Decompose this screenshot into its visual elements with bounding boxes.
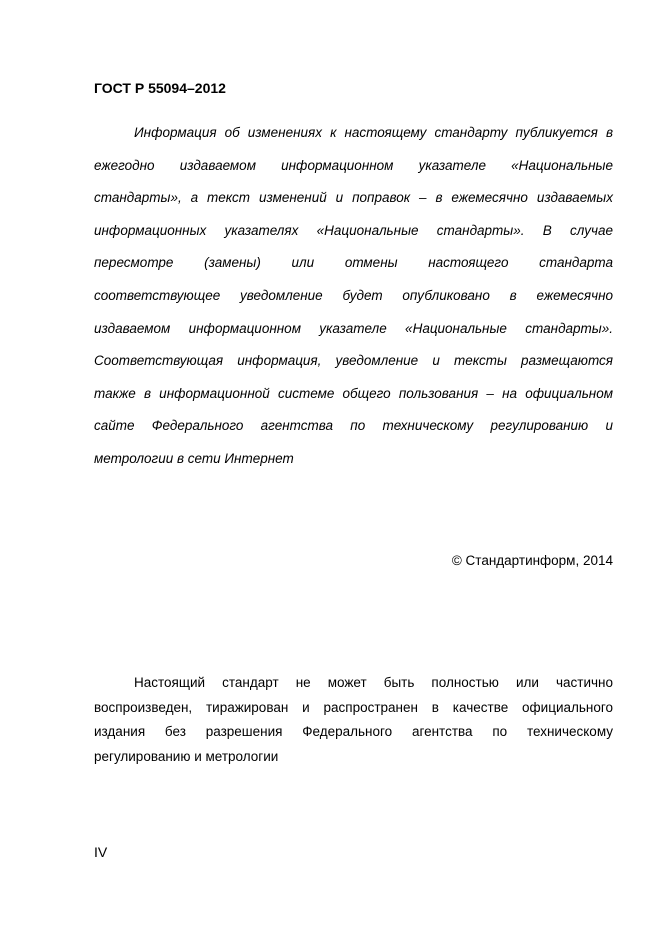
page-number: IV (94, 844, 108, 860)
notice-line: Настоящий стандарт не может быть полностью или частично (134, 675, 613, 690)
info-paragraph (94, 117, 613, 476)
info-line: соответствующее уведомление будет опубликовано в ежемесячно (94, 287, 613, 303)
info-line: ежегодно издаваемом информационном указателе «Национальные (94, 157, 613, 173)
copyright-line: © Стандартинформ, 2014 (451, 553, 613, 568)
info-line: также в информационной системе общего пользования – на официальном (94, 385, 613, 401)
notice-paragraph (94, 671, 613, 770)
info-line: Информация об изменениях к настоящему стандарту публикуется в (134, 125, 613, 140)
info-line: издаваемом информационном указателе «Национальные стандарты». (94, 320, 613, 336)
notice-line: издания без разрешения Федерального агентства по техническому (94, 724, 613, 740)
info-line: информационных указателях «Национальные стандарты». В случае (94, 222, 613, 238)
info-line: стандарты», а текст изменений и поправок – в ежемесячно издаваемых (94, 190, 613, 206)
info-line: Соответствующая информация, уведомление и тексты размещаются (94, 353, 613, 369)
info-line: пересмотре (замены) или отмены настоящего стандарта (94, 255, 613, 271)
info-line: сайте Федерального агентства по техническому регулированию и (94, 418, 613, 434)
info-line: метрологии в сети Интернет (94, 450, 294, 466)
doc-code-header: ГОСТ Р 55094–2012 (94, 80, 226, 96)
notice-line: воспроизведен, тиражирован и распространен в качестве официального (94, 699, 613, 715)
notice-line: регулированию и метрологии (94, 749, 279, 765)
